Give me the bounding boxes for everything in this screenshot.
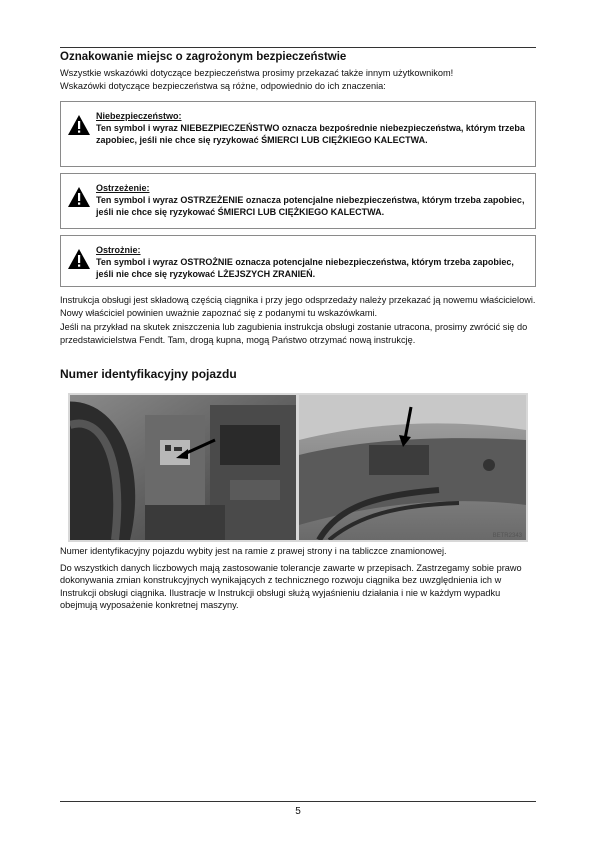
warning-title: Ostrzeżenie: <box>96 183 150 193</box>
photo-frame-side <box>299 395 526 540</box>
safety-intro <box>60 67 536 93</box>
danger-box <box>60 101 536 167</box>
warning-triangle-icon <box>67 248 91 270</box>
top-rule <box>60 47 536 48</box>
caution-box <box>60 235 536 287</box>
section-title-safety: Oznakowanie miejsc o zagrożonym bezpieczeństwie <box>60 51 347 63</box>
warning-text: Ten symbol i wyraz NIEBEZPIECZEŃSTWO oznacza bezpośrednie niebezpieczeństwa, którym trzeba zapobiec, jeśli nie chce się ryzykować ŚMIERCI LUB CIĘŻKIEGO KALECTWA. <box>96 123 525 146</box>
photo-cab-frame <box>70 395 296 540</box>
warning-text: Ten symbol i wyraz OSTROŻNIE oznacza potencjalne niebezpieczeństwa, którym trzeba zapobiec, jeśli nie chce się ryzykować LŻEJSZYCH ZRANIEŃ. <box>96 257 514 280</box>
paragraph: Instrukcja obsługi jest składową częścią ciągnika i przy jego odsprzedaży należy przekazać ją nowemu właścicielowi. Nowy właściciel powinien uważnie zapoznać się z podanymi tu wskazówkami. <box>60 295 536 318</box>
page-number: 5 <box>295 806 301 817</box>
warning-text: Ten symbol i wyraz OSTRZEŻENIE oznacza potencjalne niebezpieczeństwa, którym trzeba zapobiec, jeśli nie chce się ryzykować ŚMIERCI LUB CIĘŻKIEGO KALECTWA. <box>96 195 525 218</box>
paragraph: Numer identyfikacyjny pojazdu wybity jest na ramie z prawej strony i na tabliczce znamionowej. <box>60 546 447 556</box>
image-code: BETR2343 <box>492 533 522 539</box>
bottom-rule <box>60 801 536 802</box>
warning-triangle-icon <box>67 114 91 136</box>
intro-line: Wskazówki dotyczące bezpieczeństwa są różne, odpowiednio do ich znaczenia: <box>60 81 386 91</box>
manual-info <box>60 294 536 348</box>
paragraph: Do wszystkich danych liczbowych mają zastosowanie tolerancje zawarte w przepisach. Zastrzegamy sobie prawo dokonywania zmian konstrukcyjnych wynikających z technicznego rozwoju ciągnika bez uwzględnienia ich w Instrukcji obsługi ciągnika. Ilustracje w Instrukcji obsługi służą wyjaśnieniu działania i nie w każdym wypadku obejmują wyposażenie konkretnej maszyny. <box>60 562 522 610</box>
vin-location-photos <box>68 393 528 542</box>
intro-line: Wszystkie wskazówki dotyczące bezpieczeństwa prosimy przekazać także innym użytkownikom! <box>60 68 454 78</box>
warning-title: Niebezpieczeństwo: <box>96 111 182 121</box>
paragraph: Jeśli na przykład na skutek zniszczenia lub zagubienia instrukcja obsługi zostanie utracona, prosimy zwrócić się do przedstawicielstwa Fendt. Tam, drogą kupna, mogą Państwo otrzymać nową instrukcję. <box>60 322 528 345</box>
warning-box <box>60 173 536 229</box>
section-title-vin: Numer identyfikacyjny pojazdu <box>60 367 237 381</box>
vin-info <box>60 545 536 616</box>
warning-title: Ostrożnie: <box>96 245 141 255</box>
warning-triangle-icon <box>67 186 91 208</box>
